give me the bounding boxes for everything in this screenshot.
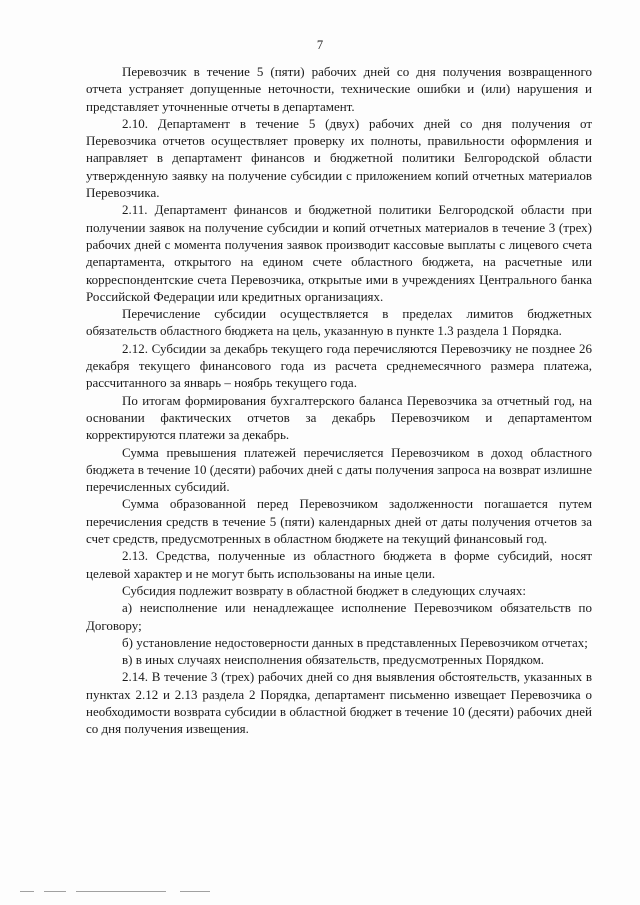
document-body	[86, 63, 592, 738]
paragraph: в) в иных случаях неисполнения обязательств, предусмотренных Порядком.	[122, 652, 545, 668]
paragraph: Субсидия подлежит возврату в областной бюджет в следующих случаях:	[122, 582, 526, 598]
paragraph: Сумма образованной перед Перевозчиком задолженности погашается путем перечисления средств в течение 5 (пяти) календарных дней от даты получения отчетов за счет средств, предусмотренных в областном бюджете на текущий финансовый год.	[86, 496, 592, 547]
page-number: 7	[316, 38, 324, 52]
paragraph: б) установление недостоверности данных в представленных Перевозчиком отчетах;	[122, 634, 588, 650]
paragraph: 2.13. Средства, полученные из областного бюджета в форме субсидий, носят целевой характер и не могут быть использованы на иные цели.	[86, 548, 592, 581]
paragraph: Перечисление субсидии осуществляется в пределах лимитов бюджетных обязательств областного бюджета на цель, указанную в пункте 1.3 раздела 1 Порядка.	[86, 306, 592, 339]
paragraph: По итогам формирования бухгалтерского баланса Перевозчика за отчетный год, на основании фактических отчетов за декабрь Перевозчиком и департаментом корректируются платежи за декабрь.	[86, 392, 592, 443]
paragraph: 2.10. Департамент в течение 5 (двух) рабочих дней со дня получения от Перевозчика отчетов осуществляет проверку их полноты, правильности оформления и направляет в департамент финансов и бюджетной политики Белгородской области утвержденную заявку на получение субсидии с приложением копий отчетных материалов Перевозчика.	[86, 115, 592, 201]
paragraph: 2.12. Субсидии за декабрь текущего года перечисляются Перевозчику не позднее 26 декабря текущего финансового года из расчета среднемесячного размера платежа, рассчитанного за январь – ноябрь текущего года.	[86, 340, 592, 391]
paragraph: 2.11. Департамент финансов и бюджетной политики Белгородской области при получении заявок на получение субсидии и копий отчетных материалов в течение 3 (трех) рабочих дней с момента получения заявок производит кассовые выплаты с лицевого счета департамента, открытого на едином счете областного бюджета, на расчетные или корреспондентские счета Перевозчика, открытые ими в учреждениях Центрального банка Российской Федерации или кредитных организациях.	[86, 202, 592, 304]
paragraph: а) неисполнение или ненадлежащее исполнение Перевозчиком обязательств по Договору;	[86, 600, 592, 633]
paragraph: 2.14. В течение 3 (трех) рабочих дней со дня выявления обстоятельств, указанных в пунктах 2.12 и 2.13 раздела 2 Порядка, департамент письменно извещает Перевозчика о необходимости возврата субсидии в областной бюджет в течение 10 (десяти) рабочих дней со дня получения извещения.	[86, 669, 592, 737]
paragraph: Перевозчик в течение 5 (пяти) рабочих дней со дня получения возвращенного отчета устраняет допущенные неточности, технические ошибки и (или) нарушения и представляет уточненные отчеты в департамент.	[86, 64, 592, 114]
paragraph: Сумма превышения платежей перечисляется Перевозчиком в доход областного бюджета в течение 10 (десяти) рабочих дней с даты получения запроса на возврат излишне перечисленных субсидий.	[86, 444, 592, 495]
scan-artifact	[20, 887, 230, 895]
